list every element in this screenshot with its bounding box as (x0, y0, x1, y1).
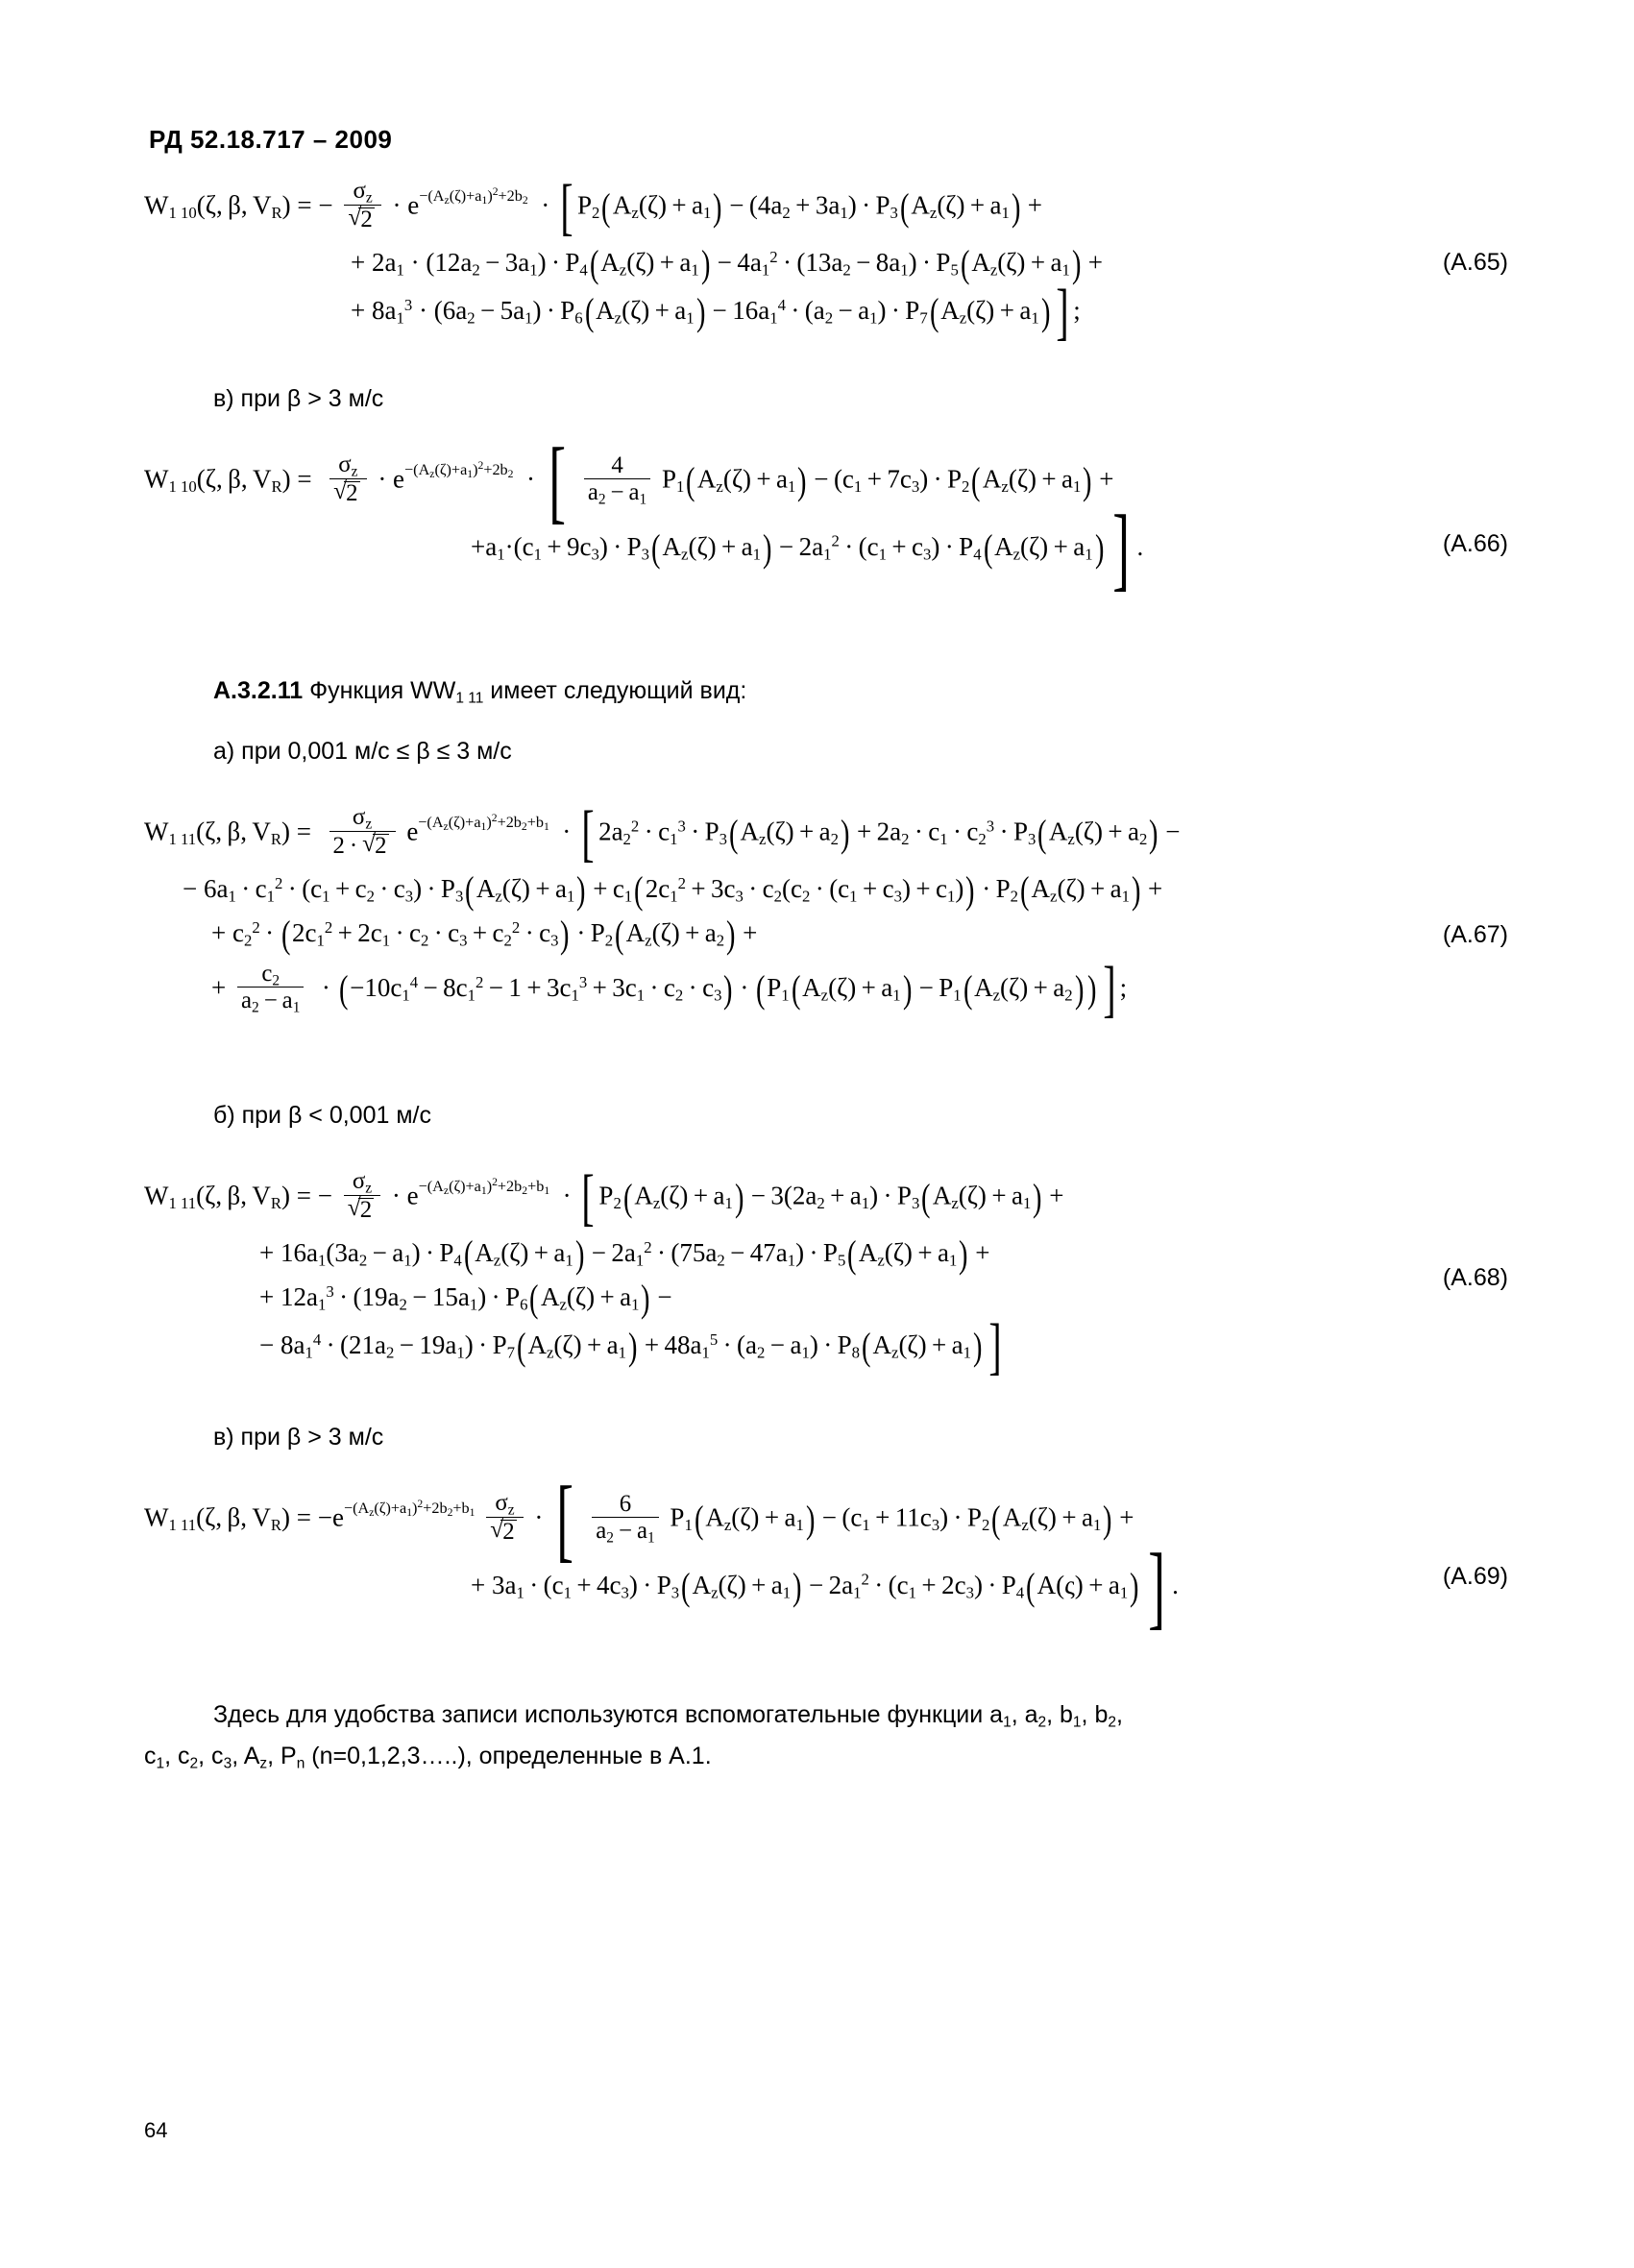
closing-text-4: , b (1081, 1701, 1109, 1728)
formula-a67-line-2: − $6a_1 \cdot c_1^2 \cdot (c_1 + c_2 \cdot c_3) \cdot P_3(A_z(\zeta) + a_1) + c_1(2c_1^2 + 3c_3 \cdot c_2(c_2 \cdot (c_1 + c_3) + c_1)) \cdot P_2(A_z(\zeta) + a_1)$ + (183, 868, 1163, 913)
section-heading-text: Функция W (303, 677, 433, 704)
document-header: РД 52.18.717 – 2009 (149, 125, 393, 154)
formula-a68-line-1: $W_{1 11}(\zeta$, β, $V_R$) = − $\sigma_z$ √ 2 · $e^{-(A_z(\zeta)+a_1)^2+2b_2+b_1}$ · [ $P_2(A_z(\zeta) + a_1) - 3(2a_2 + a_1) \cdot P_3(A_z(\zeta) + a_1)$ + (144, 1172, 1508, 1225)
closing-sub-c1: 1 (156, 1754, 165, 1771)
closing-text-3: , b (1046, 1701, 1073, 1728)
case-label-b-gt3-2: в) при β > 3 м/с (213, 1424, 384, 1451)
formula-a69-line-2: + $3a_1 \cdot (c_1 + 4c_3) \cdot P_3(A_z(\zeta) + a_1) - 2a_1^2 \cdot (c_1 + 2c_3) \cdot P_4(A(\varsigma) + a_1)$] . (471, 1534, 1179, 1639)
formula-a66 (144, 428, 1508, 633)
case-label-b-lt0001: б) при β < 0,001 м/с (213, 1102, 431, 1129)
page-content (144, 125, 1508, 1786)
closing-sub-b2: 2 (1108, 1714, 1116, 1731)
formula-a69 (144, 1467, 1508, 1662)
closing-text-9: , A (232, 1742, 260, 1769)
section-heading-number: А.3.2.11 (213, 677, 304, 704)
closing-paragraph (144, 1695, 1508, 1776)
closing-sub-b1: 1 (1072, 1714, 1082, 1731)
formula-a67-line-4: + $\frac{c_2}{a_2 - a_1}$ · $(-10c_1^4 - 8c_1^2 - 1 + 3c_1^3 + 3c_1 \cdot c_2 \cdot c_3) \cdot (P_1(A_z(\zeta) + a_1) - P_1(A_z(\zeta) + a_2))$] ; (211, 953, 1128, 1024)
closing-text-10: , P (267, 1742, 297, 1769)
closing-sub-a2: 2 (1037, 1714, 1047, 1731)
formula-number-a65: (А.65) (1442, 249, 1508, 276)
formula-a65-line-3: + $8a_1^3 \cdot (6a_2 - 5a_1) \cdot P_6(A_z(\zeta) + a_1) - 16a_1^4 \cdot (a_2 - a_1) \cdot P_7(A_z(\zeta) + a_1)$] ; (351, 276, 1081, 347)
formula-a68-line-2: + $16a_1(3a_2 - a_1) \cdot P_4(A_z(\zeta) + a_1) - 2a_1^2 \cdot (75a_2 - 47a_1) \cdot P_5(A_z(\zeta) + a_1)$ + (259, 1232, 990, 1277)
closing-text-5: , (1115, 1701, 1123, 1728)
formula-a67-line-3: + $c_2^2 \cdot (2c_1^2 + 2c_1 \cdot c_2 \cdot c_3 + c_2^2 \cdot c_3) \cdot P_2(A_z(\zeta) + a_2)$ + (211, 913, 758, 957)
formula-a68 (144, 1161, 1508, 1412)
closing-sub-az: z (259, 1754, 268, 1771)
formula-a67 (144, 797, 1508, 1058)
closing-text-8: , c (198, 1742, 224, 1769)
section-heading-a3211: А.3.2.11 Функция $WW_{1 11}$ имеет следующий вид: (213, 677, 747, 707)
formula-a65 (144, 171, 1508, 364)
closing-text-7: , c (164, 1742, 190, 1769)
closing-sub-a1: 1 (1003, 1714, 1012, 1731)
formula-a66-line-2: $+a_1\cdot(c_1 + 9c_3) \cdot P_3(A_z(\zeta) + a_1) - 2a_1^2 \cdot (c_1 + c_3) \cdot P_4(A_z(\zeta) + a_1)$] . (471, 496, 1144, 600)
formula-number-a67: (А.67) (1442, 921, 1508, 948)
formula-a65-line-2: + $2a_1 \cdot (12a_2 - 3a_1) \cdot P_4(A_z(\zeta) + a_1) - 4a_1^2 \cdot (13a_2 - 8a_1) \cdot P_5(A_z(\zeta) + a_1)$ + (351, 242, 1103, 286)
formula-a65-line-1: $W_{1 10}(\zeta$, β, $V_R$) = − $\sigma_z$ √ 2 · $e^{-(A_z(\zeta)+a_1)^2+2b_2}$ · [ $P_2(A_z(\zeta) + a_1) - (4a_2 + 3a_1) \cdot P_3(A_z(\zeta) + a_1)$ + (144, 182, 1508, 234)
closing-text-11: (n=0,1,2,3…..), определенные в А.1. (305, 1742, 712, 1769)
closing-text-2: , a (1011, 1701, 1038, 1728)
case-label-a: а) при 0,001 м/с ≤ β ≤ 3 м/с (213, 738, 512, 765)
formula-a67-line-1: $W_{1 11}(\zeta$, β, $V_R$) = $\frac{\sigma_z}{2 \cdot √ 2}$ $e^{-(A_z(\zeta)+a_1)^2+2b_2+b_1}$ · [ $2a_2^2 \cdot c_1^3 \cdot P_3(A_z(\zeta) + a_2) + 2a_2 \cdot c_1 \cdot c_2^3 \cdot P_3(A_z(\zeta) + a_2)$ − (144, 808, 1508, 861)
formula-a68-line-4: − $8a_1^4 \cdot (21a_2 - 19a_1) \cdot P_7(A_z(\zeta) + a_1) + 48a_1^5 \cdot (a_2 - a_1) \cdot P_8(A_z(\zeta) + a_1)$] (259, 1310, 1002, 1381)
formula-a66-line-1: $W_{1 10}(\zeta$, β, $V_R$) = $\sigma_z$ √ 2 · $e^{-(A_z(\zeta)+a_1)^2+2b_2}$ · [ $\frac{4}{a_2 - a_1}$ $P_1(A_z(\zeta) + a_1) - (c_1 + 7c_3) \cdot P_2(A_z(\zeta) + a_1)$ + (144, 455, 1508, 508)
formula-number-a69: (А.69) (1442, 1563, 1508, 1590)
formula-number-a68: (А.68) (1442, 1264, 1508, 1291)
page-number: 64 (144, 2118, 168, 2142)
formula-a68-line-3: + $12a_1^3 \cdot (19a_2 - 15a_1) \cdot P_6(A_z(\zeta) + a_1)$ − (259, 1277, 672, 1321)
closing-sub-pn: n (296, 1754, 305, 1771)
section-heading-tail: имеет следующий вид: (483, 677, 747, 704)
formula-number-a66: (А.66) (1442, 530, 1508, 557)
case-label-b-gt3-1: в) при β > 3 м/с (213, 385, 384, 412)
closing-sub-c2: 2 (189, 1754, 199, 1771)
closing-text-6: c (144, 1742, 157, 1769)
closing-text-1: Здесь для удобства записи используются вспомогательные функции a (213, 1701, 1004, 1728)
section-heading-subscript: 1 11 (455, 690, 484, 707)
closing-sub-c3: 3 (223, 1754, 232, 1771)
formula-a69-line-1: $W_{1 11}(\zeta$, β, $V_R) = -e^{-(A_z(\zeta)+a_1)^2+2b_2+b_1}$ $\sigma_z$ √ 2 · [ $\frac{6}{a_2 - a_1}$ $P_1(A_z(\zeta) + a_1) - (c_1 + 11c_3) \cdot P_2(A_z(\zeta) + a_1)$ + (144, 1494, 1508, 1547)
